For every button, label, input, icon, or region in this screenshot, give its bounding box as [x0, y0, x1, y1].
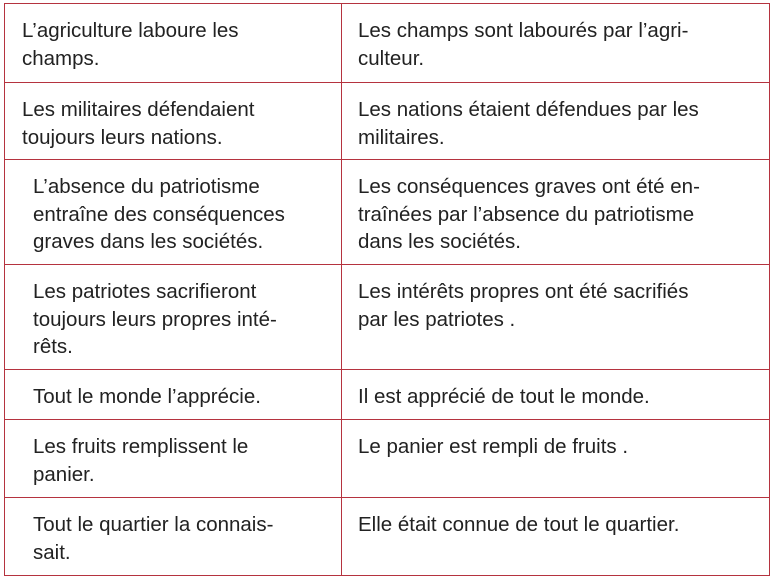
- active-voice-cell: [5, 498, 342, 576]
- text-line: Les nations étaient défendues par les: [358, 98, 699, 121]
- text-line: toujours leurs propres inté-: [33, 307, 277, 331]
- passive-voice-cell: [342, 83, 770, 160]
- text-line: Il est apprécié de tout le monde.: [358, 385, 650, 408]
- table-row: [5, 4, 770, 83]
- text-line: entraîne des conséquences: [33, 202, 285, 226]
- text-line: graves dans les sociétés.: [33, 230, 264, 253]
- active-voice-cell: [5, 83, 342, 160]
- text-line: Les militaires défendaient: [22, 98, 255, 121]
- text-line: Les champs sont labourés par l’agri-: [358, 19, 689, 42]
- active-voice-cell: [5, 160, 342, 265]
- table-row: [5, 498, 770, 576]
- text-line: panier.: [33, 462, 95, 486]
- passive-voice-cell: [342, 4, 770, 83]
- text-line: champs.: [22, 46, 100, 70]
- passive-voice-cell: [342, 265, 770, 370]
- text-line: culteur.: [358, 46, 425, 70]
- text-line: militaires.: [358, 125, 445, 149]
- table-row: [5, 265, 770, 370]
- table-row: [5, 160, 770, 265]
- active-voice-cell: [5, 370, 342, 420]
- text-line: Les conséquences graves ont été en-: [358, 175, 700, 198]
- text-line: Tout le quartier la connais-: [33, 513, 274, 536]
- passive-voice-cell: [342, 498, 770, 576]
- text-line: toujours leurs nations.: [22, 125, 223, 149]
- text-line: Les intérêts propres ont été sacrifiés: [358, 280, 689, 303]
- text-line: traînées par l’absence du patriotisme: [358, 202, 695, 226]
- text-line: Elle était connue de tout le quartier.: [358, 513, 680, 536]
- passive-voice-cell: [342, 160, 770, 265]
- text-line: dans les sociétés.: [358, 230, 521, 253]
- text-line: Les fruits remplissent le: [33, 435, 249, 458]
- text-line: L’absence du patriotisme: [33, 175, 260, 198]
- text-line: par les patriotes .: [358, 307, 516, 331]
- table-row: [5, 370, 770, 420]
- active-voice-cell: [5, 265, 342, 370]
- active-voice-cell: [5, 4, 342, 83]
- passive-voice-cell: [342, 420, 770, 498]
- table-row: [5, 420, 770, 498]
- text-line: Les patriotes sacrifieront: [33, 280, 257, 303]
- text-line: Tout le monde l’apprécie.: [33, 385, 261, 408]
- active-voice-cell: [5, 420, 342, 498]
- text-line: L’agriculture laboure les: [22, 19, 239, 42]
- text-line: Le panier est rempli de fruits .: [358, 435, 629, 458]
- passive-voice-cell: [342, 370, 770, 420]
- text-line: rêts.: [33, 335, 73, 358]
- active-passive-table: [4, 3, 770, 576]
- text-line: sait.: [33, 540, 71, 564]
- table-row: [5, 83, 770, 160]
